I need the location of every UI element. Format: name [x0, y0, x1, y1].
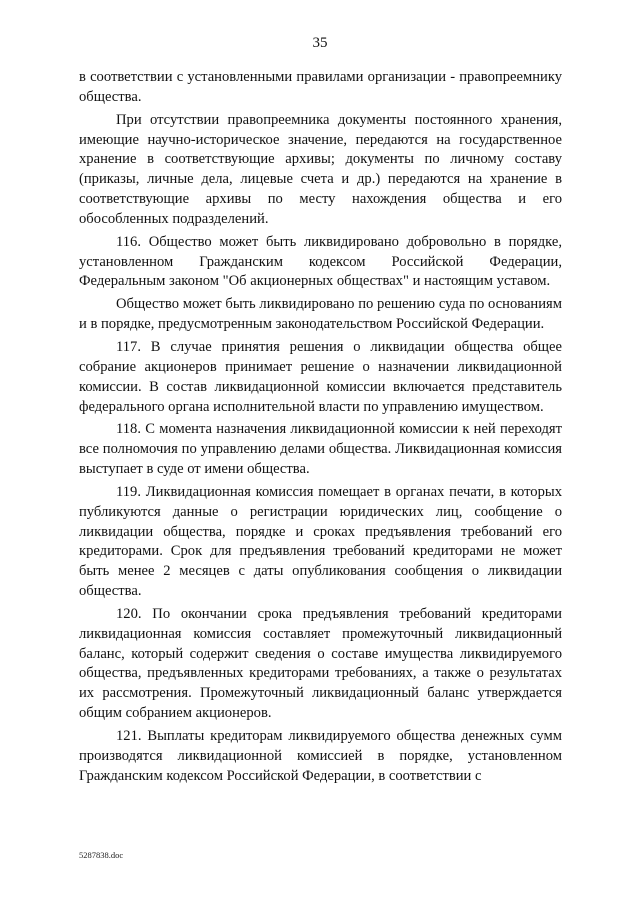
paragraph-archives: При отсутствии правопреемника документы постоянного хранения, имеющие научно-историческое значение, передаются на государственное хранение в соответствующие архивы; документы по личному составу (приказы, личные дела, лицевые счета и др.) передаются на хранение в соответствующие архивы по месту нахождения общества и его обособленных подразделений.: [79, 111, 562, 227]
paragraph-118: 118. С момента назначения ликвидационной комиссии к ней переходят все полномочия по управлению делами общества. Ликвидационная комиссия выступает в суде от имени общества.: [79, 421, 562, 478]
page-number: 35: [312, 35, 328, 51]
paragraph-120: 120. По окончании срока предъявления требований кредиторами ликвидационная комиссия составляет промежуточный ликвидационный баланс, который содержит сведения о составе имущества ликвидируемого общества, предъявленных кредиторами требованиях, а также о результатах их рассмотрения. Промежуточный ликвидационный баланс утверждается общим собранием акционеров.: [79, 606, 562, 722]
paragraph-121: 121. Выплаты кредиторам ликвидируемого общества денежных сумм производятся ликвидационной комиссией в порядке, установленном Гражданским кодексом Российской Федерации, в соответствии с: [79, 728, 562, 784]
paragraph-117: 117. В случае принятия решения о ликвидации общества общее собрание акционеров принимает решение о назначении ликвидационной комиссии. В состав ликвидационной комиссии включается представитель федерального органа исполнительной власти по управлению имуществом.: [79, 339, 562, 415]
document-body: [79, 68, 562, 790]
file-name-footer: 5287838.doc: [79, 850, 124, 860]
paragraph-119: 119. Ликвидационная комиссия помещает в органах печати, в которых публикуются данные о регистрации юридических лиц, сообщение о ликвидации общества, порядке и сроках предъявления требований его кредиторами. Срок для предъявления требований кредиторами не может быть менее 2 месяцев с даты опубликования сообщения о ликвидации общества.: [79, 484, 562, 600]
paragraph-116: 116. Общество может быть ликвидировано добровольно в порядке, установленном Гражданским кодексом Российской Федерации, Федеральным законом "Об акционерных обществах" и настоящим уставом.: [79, 233, 562, 290]
paragraph-continuation: в соответствии с установленными правилами организации - правопреемнику общества.: [79, 69, 562, 105]
paragraph-court-liquidation: Общество может быть ликвидировано по решению суда по основаниям и в порядке, предусмотренным законодательством Российской Федерации.: [79, 296, 562, 333]
